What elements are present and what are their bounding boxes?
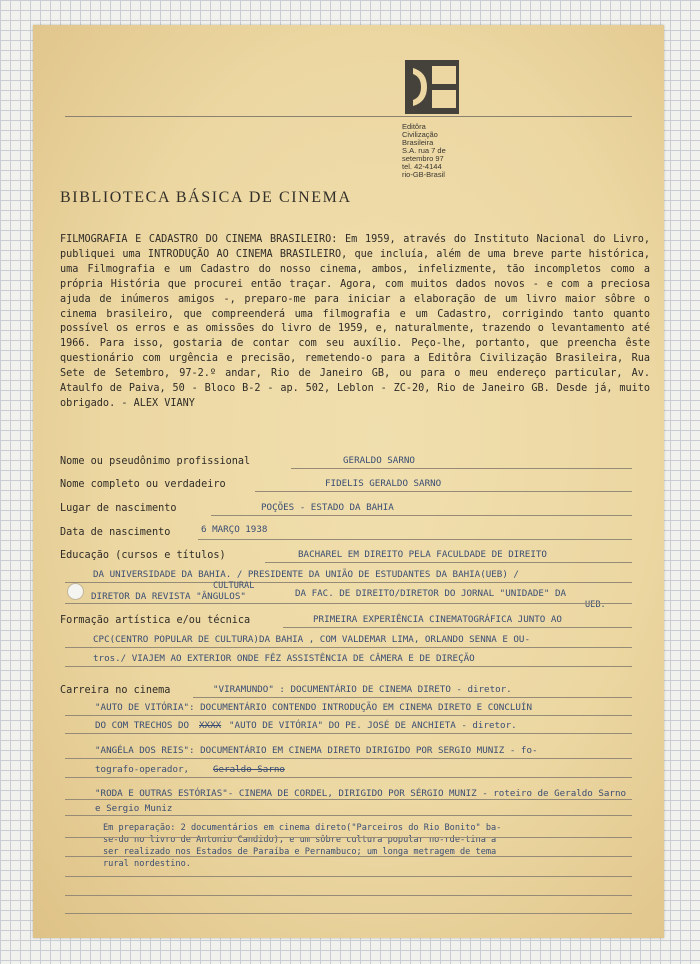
imprint-line: Editôra <box>402 122 426 131</box>
field-value-educacao-line-2: DA UNIVERSIDADE DA BAHIA. / PRESIDENTE DA UNIÃO DE ESTUDANTES DA BAHIA(UEB) / <box>93 569 519 580</box>
fill-line <box>211 515 632 516</box>
field-label-educacao: Educação (cursos e títulos) <box>60 550 226 561</box>
fill-line <box>65 856 632 857</box>
page-title: BIBLIOTECA BÁSICA DE CINEMA <box>60 189 352 206</box>
field-value-formacao-line-1: PRIMEIRA EXPERIÊNCIA CINEMATOGRÁFICA JUNTO AO <box>313 614 562 625</box>
field-value-carreira-line-1: "VIRAMUNDO" : DOCUMENTÁRIO DE CINEMA DIRETO - diretor. <box>213 684 512 695</box>
questionnaire-sheet <box>33 25 664 938</box>
field-value-formacao-line-3: tros./ VIAJEM AO EXTERIOR ONDE FÊZ ASSISTÊNCIA DE CÂMERA E DE DIREÇÃO <box>93 653 475 664</box>
fill-line <box>65 837 632 838</box>
field-value-formacao-line-2: CPC(CENTRO POPULAR DE CULTURA)DA BAHIA , COM VALDEMAR LIMA, ORLANDO SENNA E OU- <box>93 634 530 645</box>
field-value-educacao-line-1: BACHAREL EM DIREITO PELA FACULDADE DE DIREITO <box>298 549 547 560</box>
fill-line <box>65 799 632 800</box>
field-value-preparacao-line-4: rural nordestino. <box>103 859 191 869</box>
publisher-logo <box>405 60 459 114</box>
field-label-formacao: Formação artística e/ou técnica <box>60 615 251 626</box>
field-value-data: 6 MARÇO 1938 <box>201 524 268 535</box>
field-value-lugar: POÇÕES - ESTADO DA BAHIA <box>261 502 394 513</box>
field-value-carreira-line-5: "ANGÉLA DOS REIS": DOCUMENTÁRIO EM CINEMA DIRETO DIRIGIDO POR SERGIO MUNIZ - fo- <box>95 745 538 756</box>
fill-line <box>65 815 632 816</box>
field-value-nome-completo: FIDELIS GERALDO SARNO <box>325 478 442 489</box>
field-label-carreira: Carreira no cinema <box>60 685 171 696</box>
publisher-imprint <box>402 123 482 179</box>
fill-line <box>65 715 632 716</box>
intro-paragraph: FILMOGRAFIA E CADASTRO DO CINEMA BRASILEIRO: Em 1959, através do Instituto Nacional do Livro, publiquei uma INTRODUÇÃO AO CINEMA BRASILEIRO, que incluía, além de uma breve parte histórica, uma Filmografia e um Cadastro do nosso cinema, ambos, infelizmente, tão incompletos como a própria História que procurei então traçar. Agora, com muitos dados novos - e com a preciosa ajuda de inúmeros amigos -, preparo-me para iniciar a elaboração de um livro maior sôbre o cinema brasileiro, que compreenderá uma filmografia e um Cadastro, corrigindo tanto quanto possível os erros e as omissões do livro de 1959, e, naturalmente, trazendo o levantamento até 1966. Para isso, gostaria de contar com seu auxílio. Peço-lhe, portanto, que preencha êste questionário com urgência e precisão, remetendo-o para a Editôra Civilização Brasileira, Rua Sete de Setembro, 97-2.º andar, Rio de Janeiro GB, ou para o meu endereço particular, Av. Ataulfo de Paiva, 50 - Bloco B-2 - ap. 502, Leblon - ZC-20, Rio de Janeiro GB. Desde já, muito obrigado. - ALEX VIANY <box>60 234 650 409</box>
field-value-educacao-insert-ueb: UEB. <box>585 600 606 610</box>
field-value-carreira-line-3: DO COM TRECHOS DO <box>95 720 190 731</box>
punch-hole <box>67 583 84 600</box>
fill-line <box>198 539 632 540</box>
field-value-carreira-line-4: "AUTO DE VITÓRIA" DO PE. JOSÉ DE ANCHIETA - diretor. <box>229 720 517 731</box>
field-value-educacao-line-3: DIRETOR DA REVISTA "ÂNGULOS" <box>91 591 246 602</box>
fill-line <box>193 697 632 698</box>
fill-line <box>65 647 632 648</box>
imprint-line: Civilização <box>402 130 438 139</box>
field-value-preparacao-line-3: ser realizado nos Estados de Paraíba e Pernambuco; um longa metragem de tema <box>103 847 497 857</box>
imprint-line: rio-GB-Brasil <box>402 170 445 179</box>
field-value-carreira-line-6: tografo-operador, <box>95 764 190 775</box>
fill-line <box>265 562 632 563</box>
field-value-nome: GERALDO SARNO <box>343 455 415 466</box>
fill-line <box>65 603 632 604</box>
header-rule <box>65 116 632 117</box>
fill-line <box>291 468 632 469</box>
field-label-nome-completo: Nome completo ou verdadeiro <box>60 479 226 490</box>
imprint-line: tel. 42-4144 <box>402 162 442 171</box>
field-value-preparacao-line-2: se-do no livro de Antonio Candido), e um sôbre cultura popular no-rde-tina a <box>103 835 497 845</box>
fill-line <box>65 666 632 667</box>
imprint-line: Brasileira <box>402 138 434 147</box>
fill-line <box>65 895 632 896</box>
field-label-lugar: Lugar de nascimento <box>60 503 177 514</box>
imprint-line: S.A. rua 7 de <box>402 146 446 155</box>
field-label-data: Data de nascimento <box>60 527 171 538</box>
fill-line <box>65 733 632 734</box>
fill-line <box>283 627 632 628</box>
fill-line <box>65 913 632 914</box>
field-value-educacao-line-4: DA FAC. DE DIREITO/DIRETOR DO JORNAL "UNIDADE" DA <box>295 588 567 599</box>
field-value-educacao-insert: CULTURAL <box>213 581 255 591</box>
fill-line <box>255 491 632 492</box>
field-value-carreira-line-2: "AUTO DE VITÓRIA": DOCUMENTÁRIO CONTENDO INTRODUÇÃO EM CINEMA DIRETO E CONCLUÍN <box>95 702 532 713</box>
field-value-carreira-line-7 <box>95 786 635 816</box>
fill-line <box>65 582 632 583</box>
imprint-line: setembro 97 <box>402 154 444 163</box>
fill-line <box>65 777 632 778</box>
fill-line <box>65 876 632 877</box>
fill-line <box>65 758 632 759</box>
field-label-nome: Nome ou pseudônimo profissional <box>60 456 251 467</box>
field-value-struck-name: Geraldo Sarno <box>213 764 285 775</box>
field-value-struck-text: XXXX <box>199 720 222 731</box>
field-value-preparacao-line-1: Em preparação: 2 documentários em cinema direto("Parceiros do Rio Bonito" ba- <box>103 823 502 833</box>
field-value-carreira-roda: "RODA E OUTRAS ESTÓRIAS"- CINEMA DE CORDEL, DIRIGIDO POR SÉRGIO MUNIZ - roteiro de Geraldo Sarno e Sergio Muniz <box>95 788 627 814</box>
